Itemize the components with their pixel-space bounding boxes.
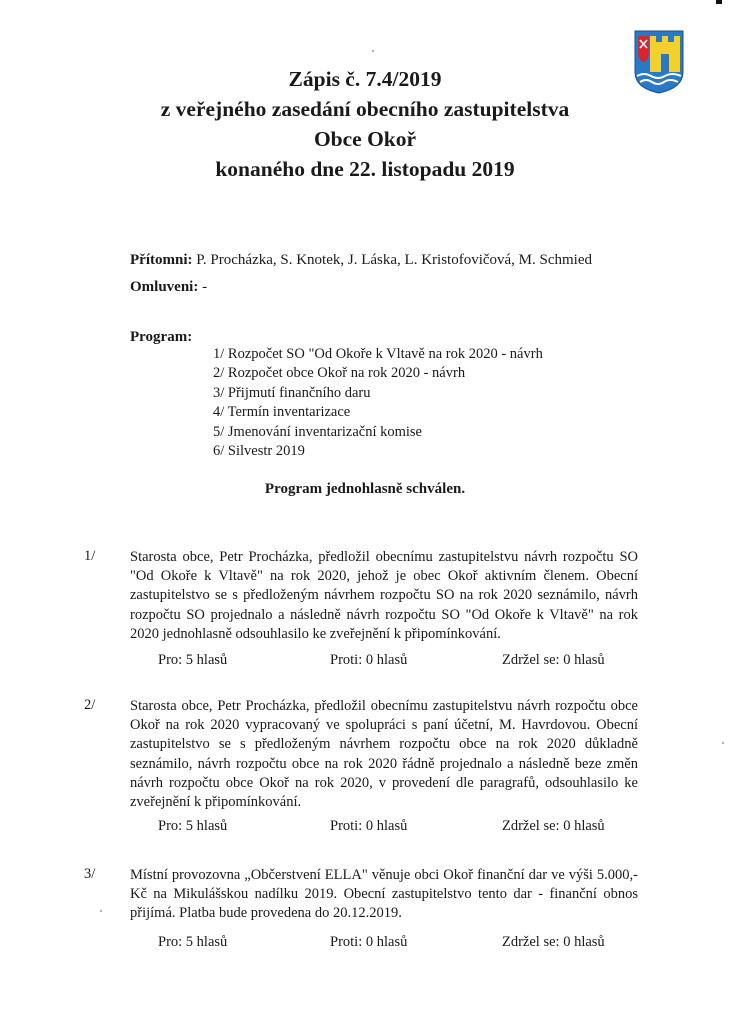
votes-against: Proti: 0 hlasů — [330, 818, 408, 834]
program-item: 5/ Jmenování inventarizační komise — [213, 423, 422, 440]
scan-speck — [372, 50, 374, 52]
attendance-excused — [130, 277, 207, 297]
program-item: 2/ Rozpočet obce Okoř na rok 2020 - návrh — [213, 365, 466, 382]
document-title — [0, 64, 730, 184]
item-number: 1/ — [84, 548, 96, 564]
program-approved-note: Program jednohlasně schválen. — [264, 481, 466, 497]
attendance-present — [130, 250, 592, 270]
votes-abstain: Zdržel se: 0 hlasů — [502, 652, 605, 668]
votes-for: Pro: 5 hlasů — [158, 818, 228, 834]
votes-against: Proti: 0 hlasů — [330, 652, 408, 668]
program-item: 1/ Rozpočet SO "Od Okoře k Vltavě na rok 2020 - návrh — [213, 346, 543, 362]
title-line: Obce Okoř — [313, 127, 417, 151]
votes-against: Proti: 0 hlasů — [330, 934, 408, 950]
votes-abstain: Zdržel se: 0 hlasů — [502, 818, 605, 834]
program-item: 6/ Silvestr 2019 — [213, 443, 305, 460]
item-number: 3/ — [84, 866, 96, 882]
item-text: Místní provozovna „Občerstvení ELLA" věnuje obci Okoř finanční dar ve výši 5.000,-Kč na Mikulášskou nadílku 2019. Obecní zastupitelstvo tento dar - finanční obnos přijímá. Platba bude provedena do 20.12.2019. — [130, 867, 638, 922]
item-text: Starosta obce, Petr Procházka, předložil obecnímu zastupitelstvu návrh rozpočtu SO "Od Okoře k Vltavě" na rok 2020, jehož je obec Okoř aktivním členem. Obecní zastupitelstvo se s předloženým návrhem rozpočtu SO na rok 2020 seznámilo, návrh rozpočtu SO projednalo a následně návrh rozpočtu SO "Od Okoře k Vltavě" na rok 2020 jednohlasně odsouhlasilo ke zveřejnění k připomínkování. — [130, 549, 638, 642]
item-text: Starosta obce, Petr Procházka, předložil obecnímu zastupitelstvu návrh rozpočtu obce Okoř na rok 2020 vypracovaný ve spolupráci s paní účetní, M. Havrdovou. Obecní zastupitelstvo se s předloženým návrhem rozpočtu obce na rok 2020 důkladně seznámilo, návrh rozpočtu obce na rok 2020 řádně projednalo a následně beze změn návrh rozpočtu obce Okoř na rok 2020, v provedení dle paragrafů, odsouhlasilo ke zveřejnění k připomínkování. — [130, 698, 638, 811]
votes-for: Pro: 5 hlasů — [158, 934, 228, 950]
title-line: z veřejného zasedání obecního zastupitelstva — [160, 97, 570, 121]
votes-abstain: Zdržel se: 0 hlasů — [502, 934, 605, 950]
present-label: Přítomni: — [130, 252, 193, 268]
title-line: konaného dne 22. listopadu 2019 — [215, 157, 515, 181]
program-item: 3/ Přijmutí finančního daru — [213, 384, 371, 401]
program-label: Program: — [130, 329, 193, 345]
votes-for: Pro: 5 hlasů — [158, 652, 228, 668]
scan-speck — [100, 910, 102, 912]
title-line: Zápis č. 7.4/2019 — [288, 67, 442, 91]
scan-speck — [722, 742, 724, 744]
present-value: P. Procházka, S. Knotek, J. Láska, L. Kristofovičová, M. Schmied — [196, 252, 593, 268]
excused-label: Omluveni: — [130, 279, 199, 295]
item-number: 2/ — [84, 697, 96, 713]
program-item: 4/ Termín inventarizace — [213, 404, 351, 421]
scan-edge-mark — [716, 0, 722, 4]
excused-value: - — [202, 279, 208, 295]
program-list — [213, 345, 543, 461]
